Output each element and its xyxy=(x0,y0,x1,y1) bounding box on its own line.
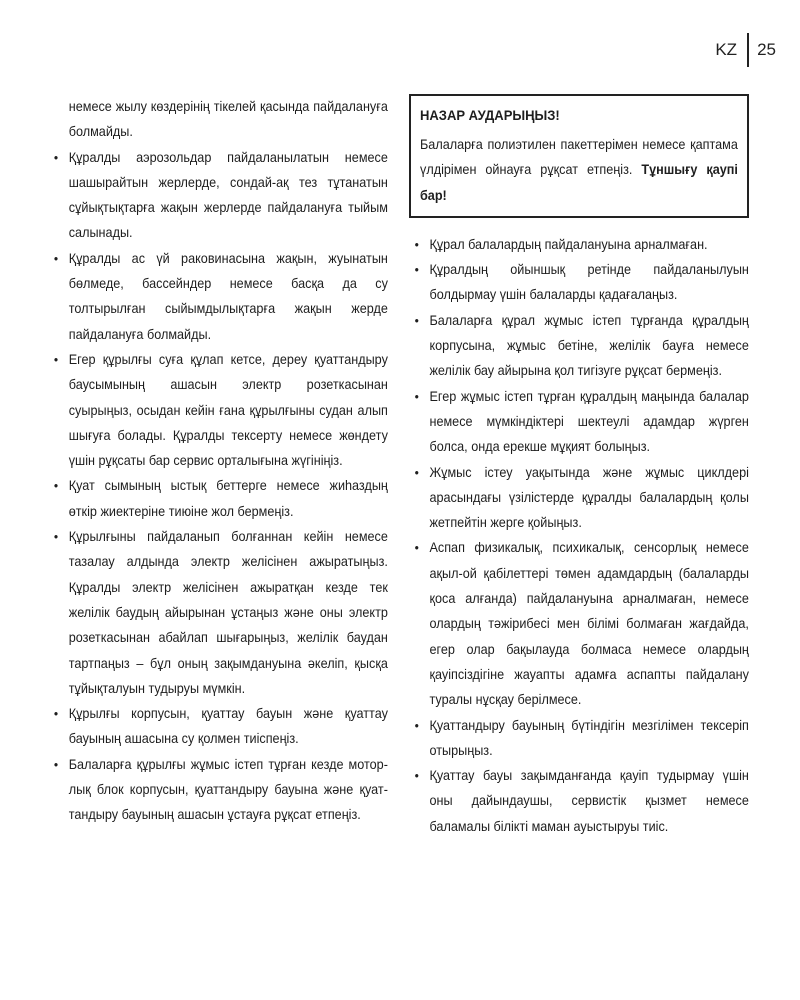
list-item: • Құрылғы корпусын, қуаттау бауын және қуаттау бауының ашасына су қолмен тиіспеңіз. xyxy=(52,701,388,752)
list-item: • Қуаттандыру бауының бүтіндігін мезгілімен тексеріп отырыңыз. xyxy=(413,713,749,764)
language-code: KZ xyxy=(715,40,738,59)
list-item: • Жұмыс істеу уақытында және жұмыс циклдері арасындағы үзілістерде құралды балалардың қолы жетпейтін жерге қойыңыз. xyxy=(413,460,749,536)
warning-text: Балаларға полиэтилен пакеттерімен немесе қаптама үлдірімен ойнауға рұқсат етпеңіз. xyxy=(420,137,738,178)
page-number: 25 xyxy=(757,40,776,59)
list-item: • Құралды аэрозольдар пайдаланылатын немесе шашырайтын жерлерде, сондай-ақ тез тұтанатын сұйықтықтарға жақын жерлерде пайдалануға тыйым салынады. xyxy=(52,145,388,246)
warning-title: НАЗАР АУДАРЫҢЫЗ! xyxy=(420,107,560,123)
list-item: • Егер жұмыс істеп тұрған құралдың маңында балалар немесе мүмкіндіктері шектеулі адамдар жүрген болса, онда ерекше мұқият болыңыз. xyxy=(413,384,749,460)
list-item: • Балаларға құрылғы жұмыс істеп тұрған кезде мотор-лық блок корпусын, қуаттандыру бауына және қуат-тандыру бауының ашасын ұстауға рұқсат етпеңіз. xyxy=(52,752,388,828)
list-item: • Балаларға құрал жұмыс істеп тұрғанда құралдың корпусына, жұмыс бетіне, желілік бауға немесе желілік бау айырына қол тигізуге рұқсат бермеңіз. xyxy=(413,308,749,384)
lead-paragraph: немесе жылу көздерінің тікелей қасында пайдалануға болмайды. xyxy=(68,99,388,140)
list-item: • Аспап физикалық, психикалық, сенсорлық немесе ақыл-ой қабілеттері төмен адамдардың (балаларды қоса алғанда) пайдалануына арналмаған, немесе олардың тәжірибесі мен білімі болмаған жағдайда, егер олар бақылауда болмаса немесе олардың қауіпсіздігіне жауапты адамға аспапты пайдалану туралы нұсқау берілмесе. xyxy=(413,535,749,712)
list-item: • Құралды ас үй раковинасына жақын, жуынатын бөлмеде, бассейндер немесе басқа да су толтырылған сыйымдылықтарға жақын жерде пайдалануға болмайды. xyxy=(52,246,388,347)
list-item: • Қуат сымының ыстық беттерге немесе жиһаздың өткір жиектеріне тиюіне жол бермеңіз. xyxy=(52,473,388,524)
list-item: • Құралдың ойыншық ретінде пайдаланылуын болдырмау үшін балаларды қадағалаңыз. xyxy=(413,257,749,308)
list-item: • Құрылғыны пайдаланып болғаннан кейін немесе тазалау алдында электр желісінен ажыратыңыз. Құралды электр желісінен ажыратқан кезде тек желілік баудың айырынан ұстаңыз және оны электр розеткасынан абайлап шығарыңыз, желілік баудан тартпаңыз – бұл оның зақымдануына әкеліп, қысқа тұйықталуын тудыруы мүмкін. xyxy=(52,524,388,701)
right-bullet-list xyxy=(413,232,749,839)
left-column xyxy=(52,94,388,828)
list-item: • Қуаттау бауы зақымданғанда қауіп тудырмау үшін оны дайындаушы, сервистік қызмет немесе баламалы білікті маман ауыстыруы тиіс. xyxy=(413,763,749,839)
page-header xyxy=(715,33,776,67)
warning-body xyxy=(420,132,738,208)
warning-strong-text: Тұншығу қаупі бар! xyxy=(420,162,738,203)
list-item: • Егер құрылғы суға құлап кетсе, дереу қуаттандыру баусымының ашасын электр розеткасынан суырыңыз, осыдан кейін ғана құрылғыны судан алып шығуға болады. Құралды тексерту немесе жөндету үшін рұқсаты бар сервис орталығына жүгініңіз. xyxy=(52,347,388,473)
list-item: • Құрал балалардың пайдалануына арналмаған. xyxy=(413,232,749,257)
left-bullet-list xyxy=(52,145,388,828)
right-column xyxy=(409,94,749,839)
warning-box xyxy=(409,94,749,218)
